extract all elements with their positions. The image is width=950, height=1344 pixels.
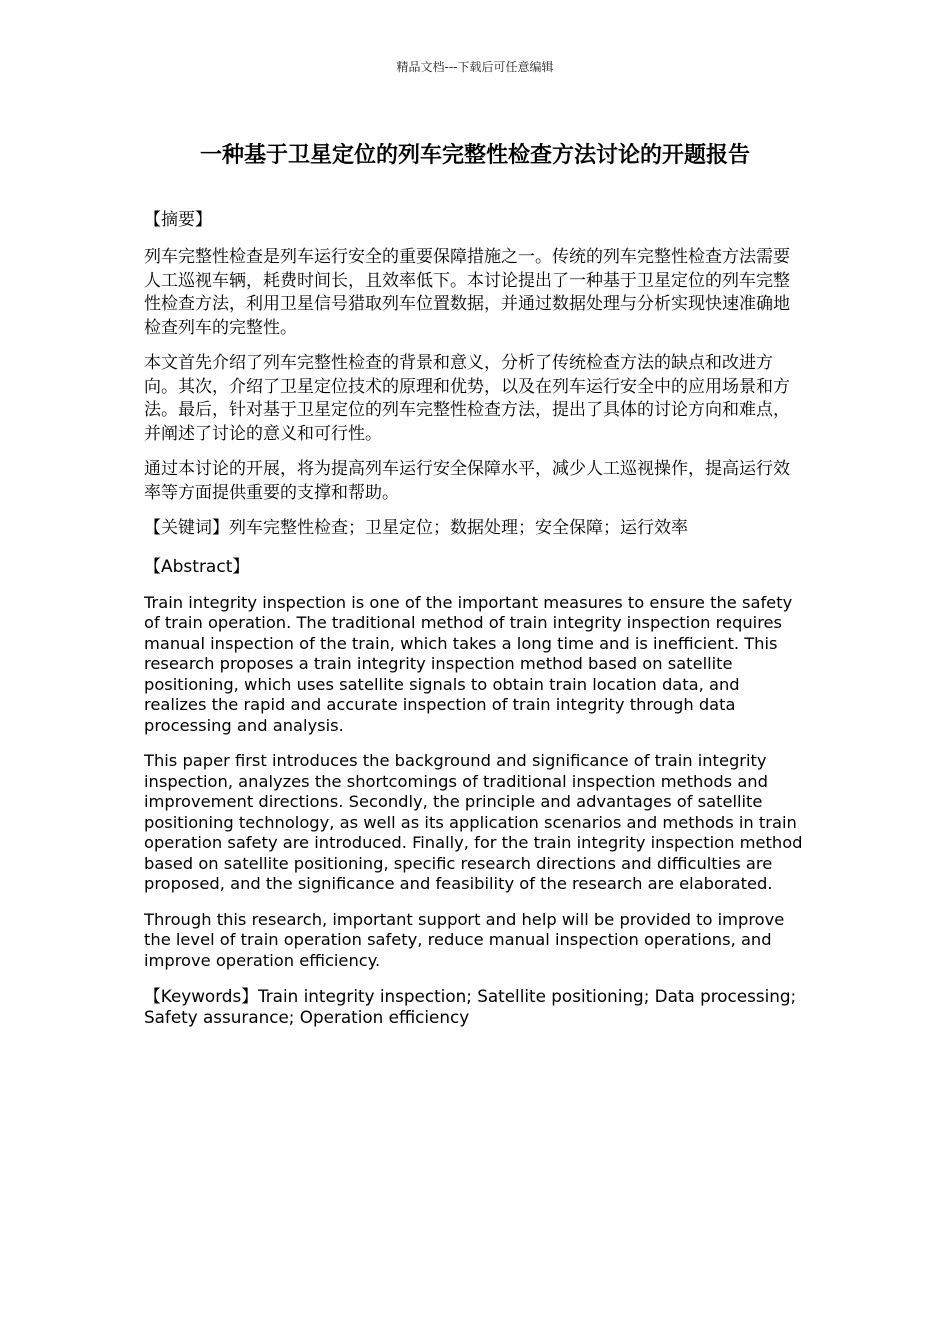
abstract-cn-paragraph: 本文首先介绍了列车完整性检查的背景和意义，分析了传统检查方法的缺点和改进方向。其次，介绍了卫星定位技术的原理和优势，以及在列车运行安全中的应用场景和方法。最后，针对基于卫星定位的列车完整性检查方法，提出了具体的讨论方向和难点，并阐述了讨论的意义和可行性。 xyxy=(144,353,790,444)
abstract-cn-heading: 【摘要】 xyxy=(144,210,212,230)
abstract-cn-paragraph: 通过本讨论的开展，将为提高列车运行安全保障水平，减少人工巡视操作，提高运行效率等方面提供重要的支撑和帮助。 xyxy=(144,459,790,503)
document-body xyxy=(144,208,806,1043)
abstract-cn-paragraph: 列车完整性检查是列车运行安全的重要保障措施之一。传统的列车完整性检查方法需要人工巡视车辆，耗费时间长，且效率低下。本讨论提出了一种基于卫星定位的列车完整性检查方法，利用卫星信号猎取列车位置数据，并通过数据处理与分析实现快速准确地检查列车的完整性。 xyxy=(144,247,790,338)
header-note: 精品文档---下载后可任意编辑 xyxy=(396,60,554,74)
abstract-en-paragraph: This paper first introduces the background and significance of train integrity inspection, analyzes the shortcomings of traditional inspection methods and improvement directions. Secondly, the principle and advantages of satellite positioning technology, as well as its application scenarios and methods in train operation safety are introduced. Finally, for the train integrity inspection method based on satellite positioning, specific research directions and difficulties are proposed, and the significance and feasibility of the research are elaborated. xyxy=(144,751,803,893)
abstract-en-paragraph: Train integrity inspection is one of the important measures to ensure the safety of train operation. The traditional method of train integrity inspection requires manual inspection of the train, which takes a long time and is inefficient. This research proposes a train integrity inspection method based on satellite positioning, which uses satellite signals to obtain train location data, and realizes the rapid and accurate inspection of train integrity through data processing and analysis. xyxy=(144,592,793,735)
abstract-en-heading: 【Abstract】 xyxy=(144,556,250,577)
keywords-cn: 【关键词】列车完整性检查；卫星定位；数据处理；安全保障；运行效率 xyxy=(144,518,688,538)
keywords-en: 【Keywords】Train integrity inspection; Satellite positioning; Data processing; Safety assurance; Operation efficiency xyxy=(144,986,797,1027)
document-title: 一种基于卫星定位的列车完整性检查方法讨论的开题报告 xyxy=(199,143,750,168)
abstract-en-paragraph: Through this research, important support and help will be provided to improve the level of train operation safety, reduce manual inspection operations, and improve operation efficiency. xyxy=(144,909,785,970)
